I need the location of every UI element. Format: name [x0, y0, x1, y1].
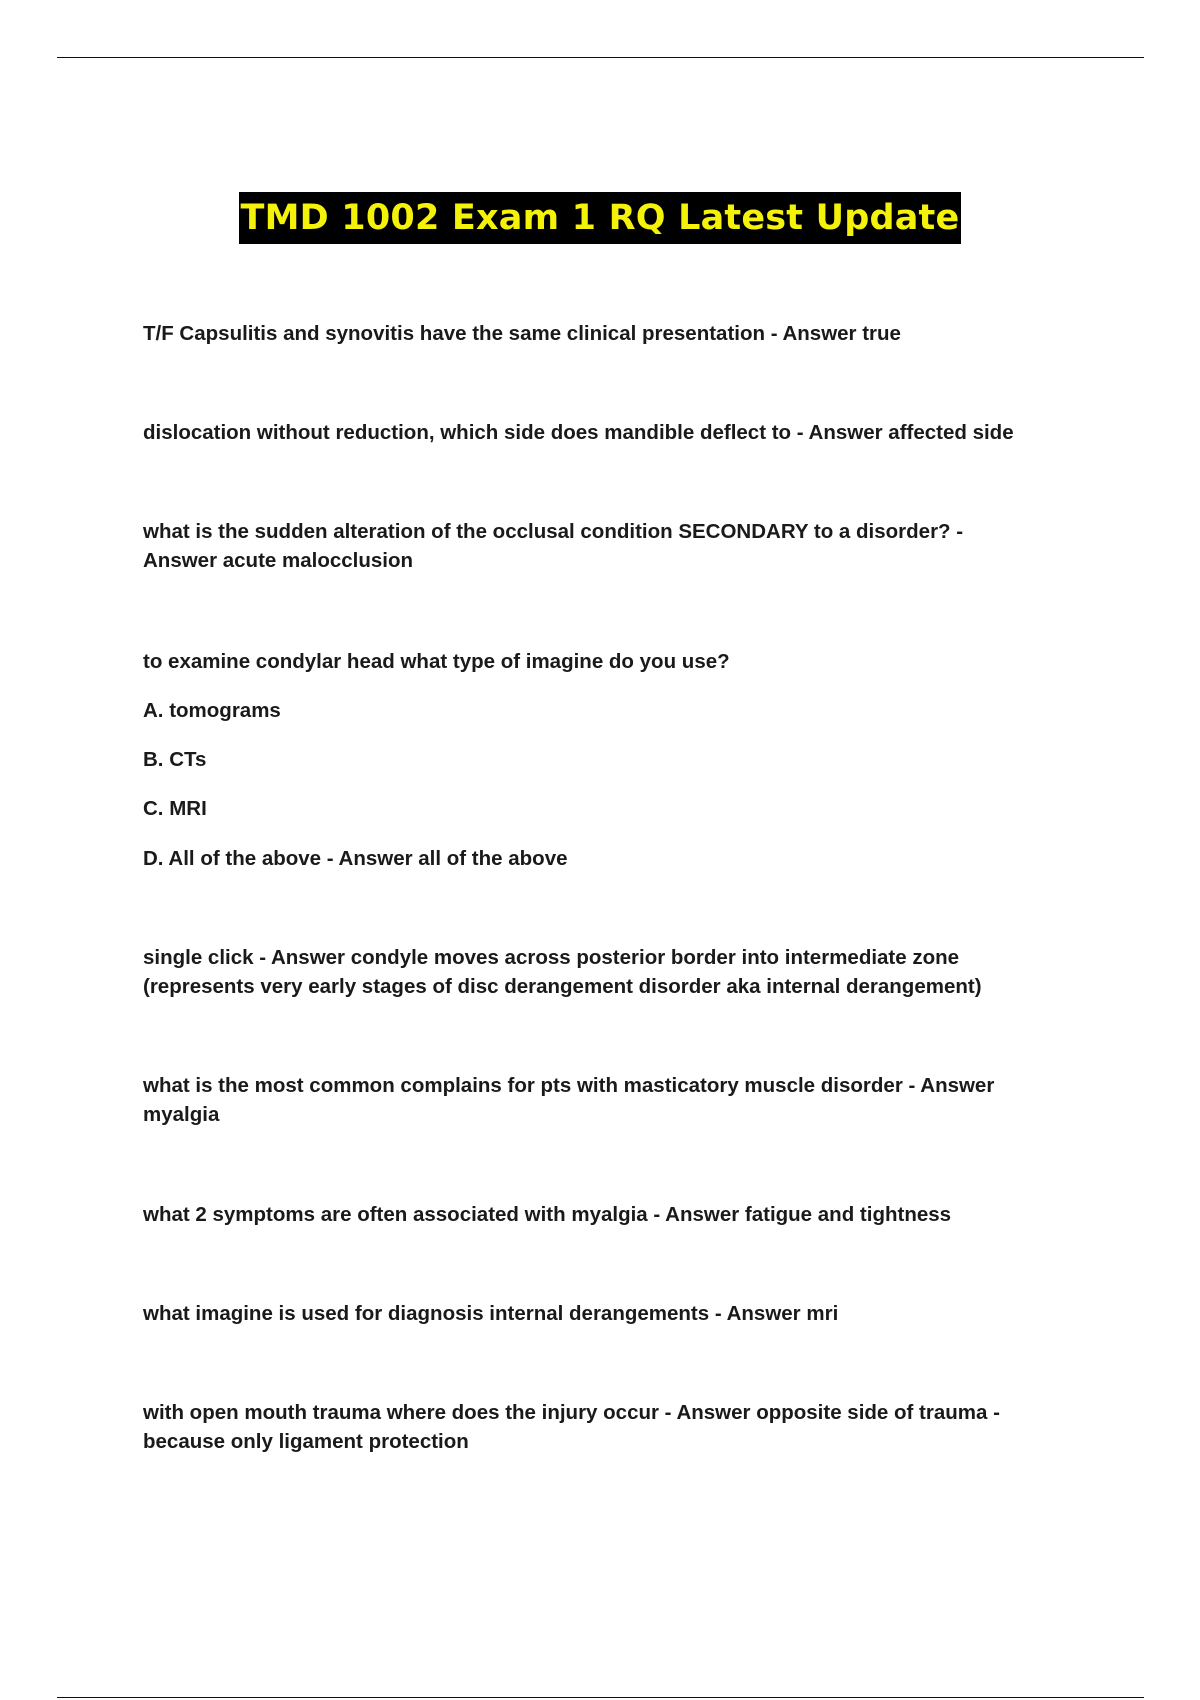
page-title: TMD 1002 Exam 1 RQ Latest Update [239, 192, 962, 244]
qa-item-7 [143, 1200, 1103, 1229]
qa-item-3 [143, 517, 1103, 575]
qa-item-3-line-1: what is the sudden alteration of the occlusal condition SECONDARY to a disorder? - [143, 520, 964, 543]
qa-item-2-line-1: dislocation without reduction, which side does mandible deflect to - Answer affected side [143, 421, 1014, 444]
qa-item-1 [143, 319, 1103, 348]
qa-item-6 [143, 1071, 1103, 1129]
qa-item-5-line-2: (represents very early stages of disc derangement disorder aka internal derangement) [143, 975, 982, 998]
qa-item-9 [143, 1398, 1103, 1456]
qa-item-7-line-1: what 2 symptoms are often associated with myalgia - Answer fatigue and tightness [143, 1203, 952, 1226]
qa-item-4-option-b: B. CTs [143, 748, 207, 771]
qa-item-9-line-2: because only ligament protection [143, 1430, 469, 1453]
title-container [0, 192, 1200, 244]
qa-item-1-line-1: T/F Capsulitis and synovitis have the same clinical presentation - Answer true [143, 322, 901, 345]
qa-item-9-line-1: with open mouth trauma where does the injury occur - Answer opposite side of trauma - [143, 1401, 1000, 1424]
qa-item-6-line-2: myalgia [143, 1103, 220, 1126]
qa-item-8 [143, 1299, 1103, 1328]
header-rule [57, 57, 1144, 58]
qa-item-5-line-1: single click - Answer condyle moves across posterior border into intermediate zone [143, 946, 960, 969]
qa-item-6-line-1: what is the most common complains for pts with masticatory muscle disorder - Answer [143, 1074, 995, 1097]
qa-item-4-option-d: D. All of the above - Answer all of the above [143, 847, 568, 870]
qa-item-5 [143, 943, 1103, 1001]
qa-item-4-option-c: C. MRI [143, 797, 207, 820]
qa-item-3-line-2: Answer acute malocclusion [143, 549, 414, 572]
footer-rule [57, 1697, 1144, 1698]
qa-item-4-question: to examine condylar head what type of imagine do you use? [143, 650, 730, 673]
qa-item-2 [143, 418, 1103, 447]
qa-item-4-option-a: A. tomograms [143, 699, 281, 722]
qa-item-8-line-1: what imagine is used for diagnosis internal derangements - Answer mri [143, 1302, 839, 1325]
